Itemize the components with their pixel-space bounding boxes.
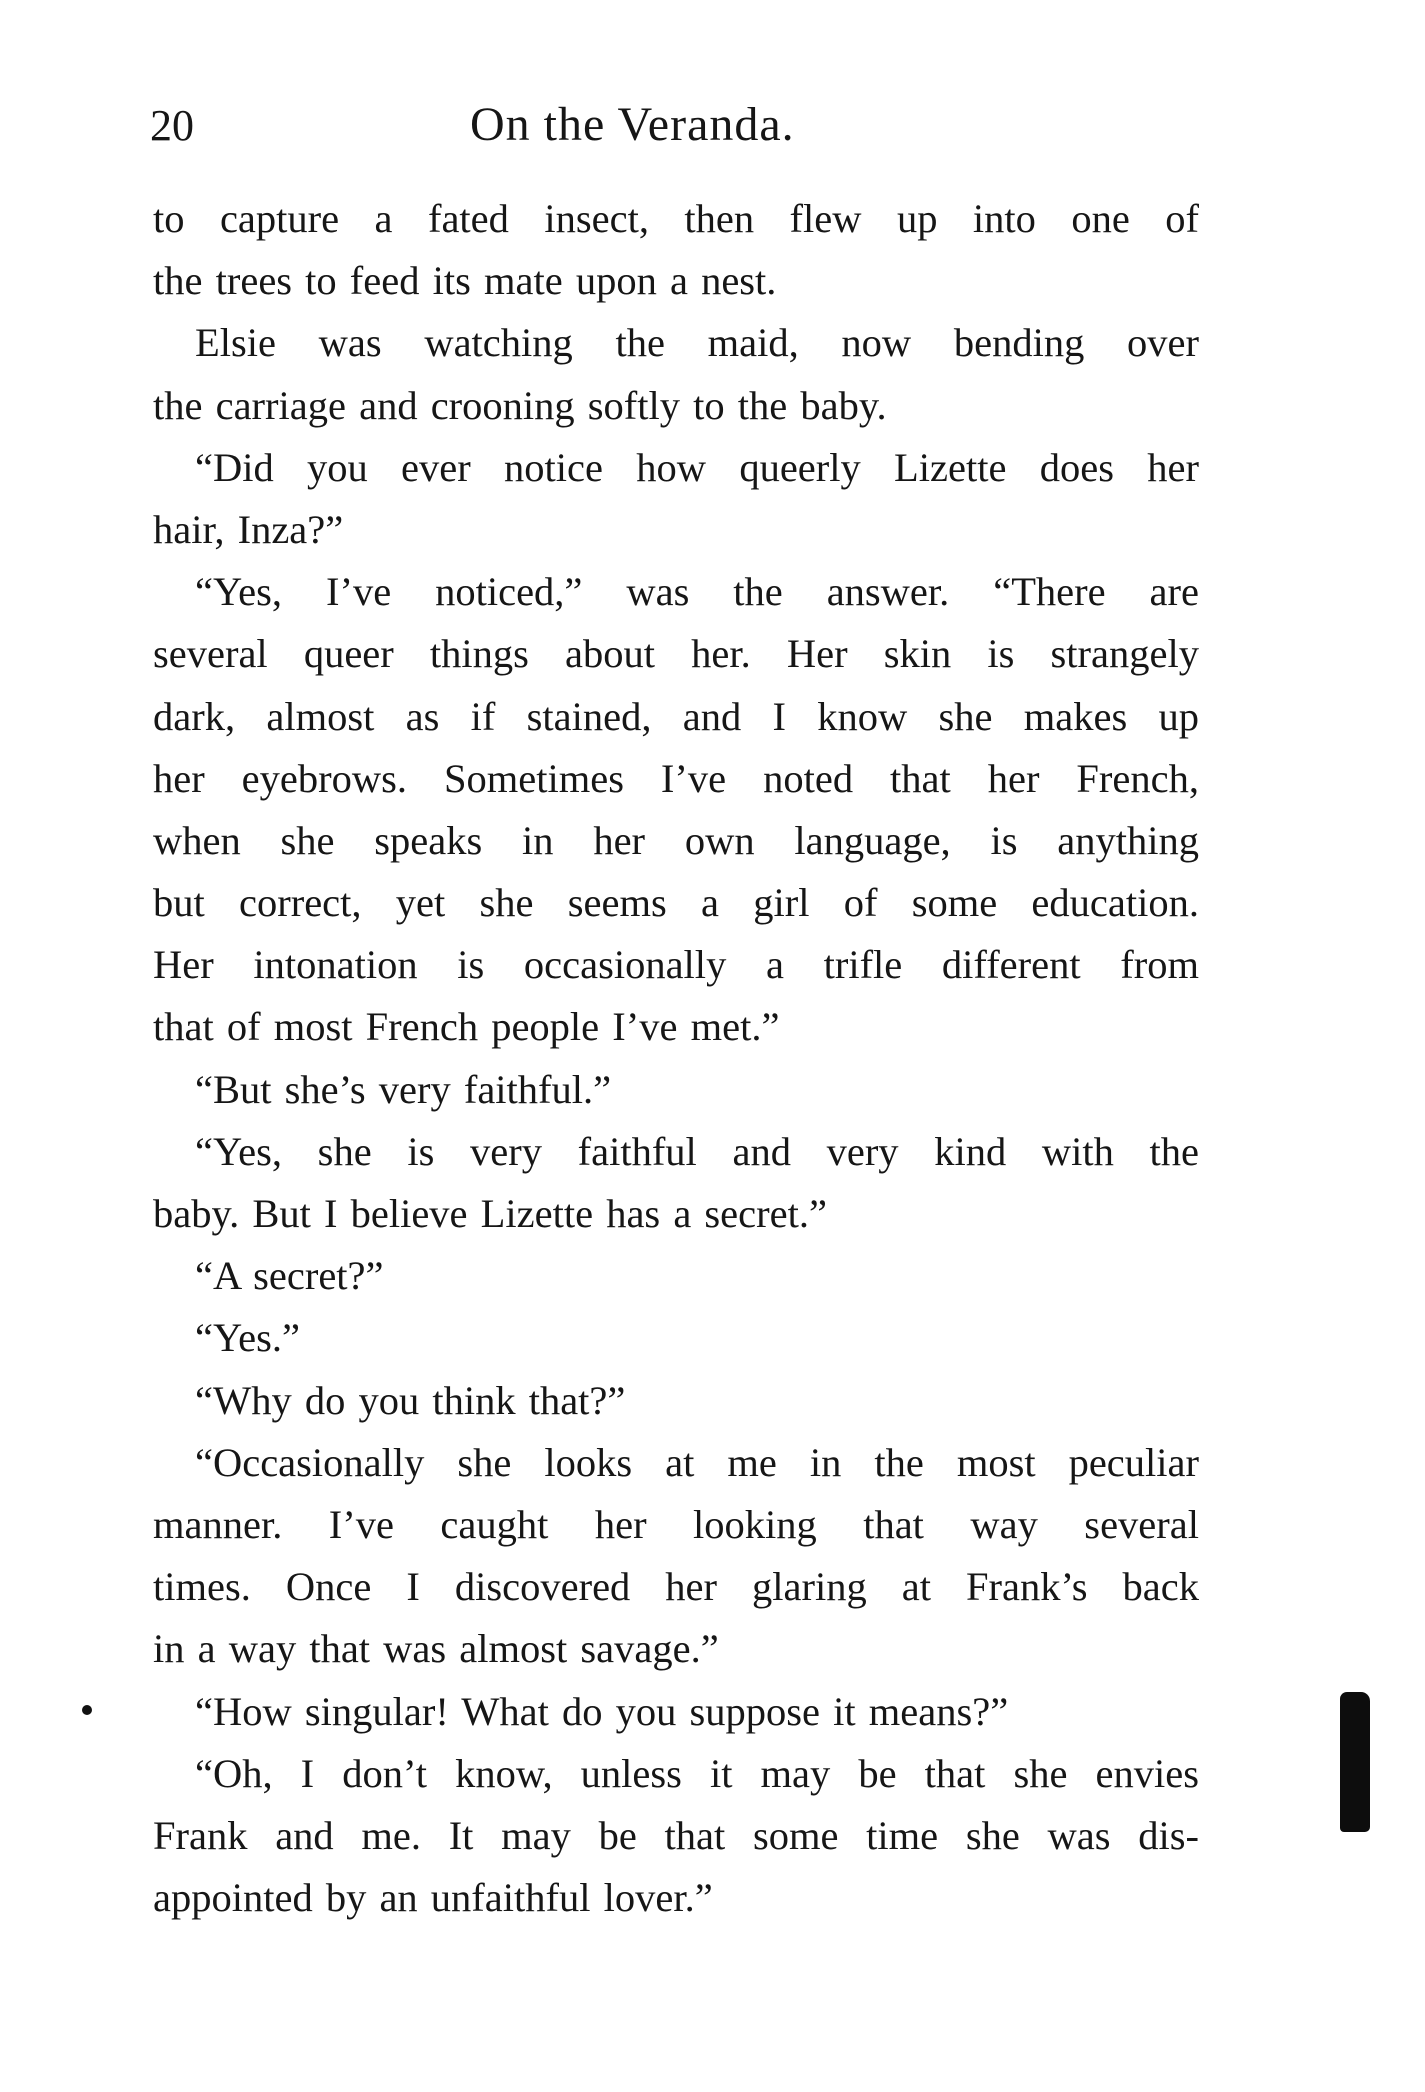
text-line: “A secret?” (195, 1253, 384, 1299)
text-line: but correct, yet she seems a girl of some education. (153, 880, 1199, 926)
text-line: “Why do you think that?” (195, 1377, 626, 1423)
text-line: “Did you ever notice how queerly Lizette does her (195, 444, 1199, 490)
text-line: the trees to feed its mate upon a nest. (153, 258, 777, 304)
text-line: Frank and me. It may be that some time she was dis- (153, 1812, 1199, 1858)
text-line: Elsie was watching the maid, now bending over (195, 320, 1199, 366)
text-line: several queer things about her. Her skin is strangely (153, 631, 1199, 677)
text-line: times. Once I discovered her glaring at Frank’s back (153, 1564, 1199, 1610)
text-line: “Yes.” (195, 1315, 301, 1361)
text-line: in a way that was almost savage.” (153, 1626, 719, 1672)
text-line: Her intonation is occasionally a trifle different from (153, 942, 1199, 988)
text-line: “Oh, I don’t know, unless it may be that she envies (195, 1750, 1199, 1796)
scan-speck (82, 1705, 92, 1715)
text-line: appointed by an unfaithful lover.” (153, 1875, 713, 1921)
text-line: her eyebrows. Sometimes I’ve noted that her French, (153, 755, 1199, 801)
text-line: “Occasionally she looks at me in the most peculiar (195, 1439, 1199, 1485)
text-line: “Yes, I’ve noticed,” was the answer. “There are (195, 569, 1199, 615)
text-line: “But she’s very faithful.” (195, 1066, 612, 1112)
body-text (153, 188, 1199, 1929)
text-line: baby. But I believe Lizette has a secret.” (153, 1191, 827, 1236)
text-line: “Yes, she is very faithful and very kind with the (195, 1128, 1199, 1174)
text-line: dark, almost as if stained, and I know she makes up (153, 693, 1199, 739)
text-line: manner. I’ve caught her looking that way several (153, 1501, 1199, 1547)
text-line: hair, Inza?” (153, 506, 344, 552)
running-head: On the Veranda. (470, 98, 795, 151)
text-line: “How singular! What do you suppose it means?” (195, 1688, 1009, 1734)
text-line: the carriage and crooning softly to the baby. (153, 382, 887, 428)
page-number: 20 (150, 101, 194, 150)
text-line: when she speaks in her own language, is anything (153, 817, 1199, 863)
text-line: to capture a fated insect, then flew up into one of (153, 196, 1199, 241)
scan-edge-mark (1340, 1692, 1370, 1832)
text-line: that of most French people I’ve met.” (153, 1004, 780, 1050)
